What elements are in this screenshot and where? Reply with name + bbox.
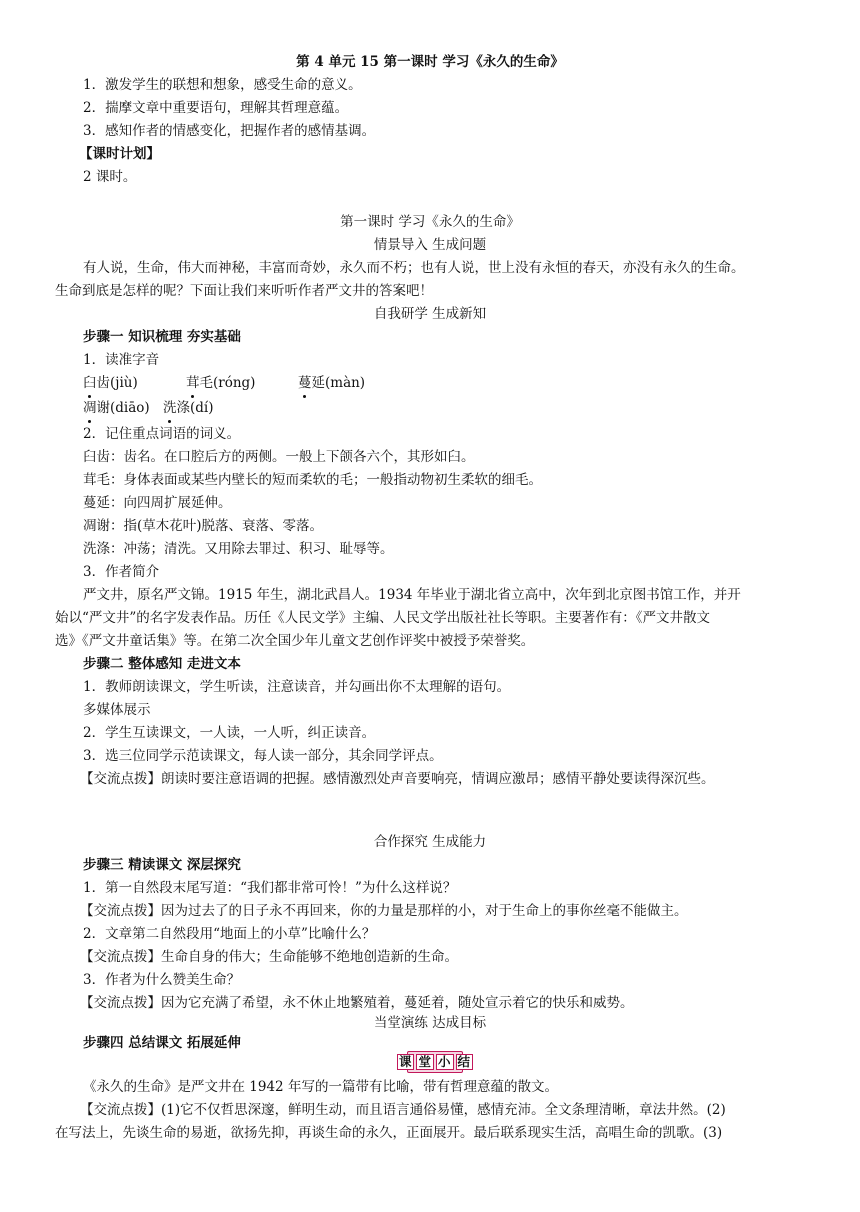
pinyin-word-2 bbox=[186, 373, 255, 393]
intro-heading: 情景导入 生成问题 bbox=[373, 237, 487, 253]
coop-heading: 合作探究 生成能力 bbox=[373, 834, 487, 850]
dotted-char: 凋 bbox=[83, 400, 97, 416]
plan-text: 2 课时。 bbox=[83, 169, 137, 185]
author-line-2: 始以“严文井”的名字发表作品。历任《人民文学》主编、人民文学出版社社长等职。主要著作有：《严文井散文 bbox=[55, 610, 711, 626]
step2-item-4: 3．选三位同学示范读课文，每人读一部分，其余同学评点。 bbox=[83, 748, 443, 764]
pinyin-reading: 延(màn) bbox=[311, 375, 366, 391]
objective-1: 1．激发学生的联想和想象，感受生命的意义。 bbox=[83, 77, 362, 93]
step2-item-2: 多媒体展示 bbox=[83, 702, 151, 718]
pinyin-reading: 毛(róng) bbox=[199, 375, 256, 391]
step3-item-2: 【交流点拨】因为过去了的日子永不再回来，你的力量是那样的小，对于生命上的事你丝毫不能做主。 bbox=[80, 903, 688, 919]
page-title: 第 4 单元 15 第一课时 学习《永久的生命》 bbox=[296, 54, 564, 70]
summary-line-2: 【交流点拨】(1)它不仅哲思深邃，鲜明生动，而且语言通俗易懂，感情充沛。全文条理清晰，章法井然。(2) bbox=[80, 1102, 726, 1118]
practice-heading: 当堂演练 达成目标 bbox=[373, 1015, 487, 1031]
badge-char: 小 bbox=[438, 1054, 452, 1069]
plan-heading: 【课时计划】 bbox=[79, 146, 160, 162]
intro-line-1: 有人说，生命，伟大而神秘，丰富而奇妙，永久而不朽；也有人说，世上没有永恒的春天，亦没有永久的生命。 bbox=[83, 260, 745, 276]
definition-1: 臼齿：齿名。在口腔后方的两侧。一般上下颌各六个，其形如臼。 bbox=[83, 449, 475, 465]
lesson-title: 第一课时 学习《永久的生命》 bbox=[340, 214, 520, 230]
author-line-3: 选》《严文井童话集》等。在第二次全国少年儿童文艺创作评奖中被授予荣誉奖。 bbox=[55, 633, 535, 649]
summary-line-1: 《永久的生命》是严文井在 1942 年写的一篇带有比喻，带有哲理意蕴的散文。 bbox=[83, 1079, 558, 1095]
step3-heading: 步骤三 精读课文 深层探究 bbox=[83, 857, 241, 873]
summary-badge bbox=[398, 1051, 472, 1073]
pinyin-word-3 bbox=[298, 373, 365, 393]
step3-item-4: 【交流点拨】生命自身的伟大；生命能够不绝地创造新的生命。 bbox=[80, 949, 458, 965]
badge-char: 结 bbox=[457, 1054, 472, 1069]
objective-2: 2．揣摩文章中重要语句，理解其哲理意蕴。 bbox=[83, 100, 349, 116]
step1-item3: 3．作者简介 bbox=[83, 564, 160, 580]
objective-3: 3．感知作者的情感变化，把握作者的感情基调。 bbox=[83, 123, 376, 139]
definition-5: 洗涤：冲荡；清洗。又用除去罪过、积习、耻辱等。 bbox=[83, 541, 394, 557]
step3-item-1: 1．第一自然段末尾写道：“我们都非常可怜！”为什么这样说？ bbox=[83, 880, 457, 896]
definition-3: 蔓延：向四周扩展延伸。 bbox=[83, 495, 232, 511]
step1-item1: 1．读准字音 bbox=[83, 352, 160, 368]
pinyin-reading: 涤(dí) bbox=[176, 400, 214, 416]
step4-heading: 步骤四 总结课文 拓展延伸 bbox=[83, 1035, 241, 1051]
pinyin-word-5 bbox=[163, 398, 214, 418]
badge-char: 课 bbox=[398, 1054, 413, 1069]
step3-item-6: 【交流点拨】因为它充满了希望，永不休止地繁殖着，蔓延着，随处宣示着它的快乐和威势。 bbox=[80, 995, 634, 1011]
step3-item-3: 2．文章第二自然段用“地面上的小草”比喻什么？ bbox=[83, 926, 376, 942]
dotted-char: 臼 bbox=[83, 375, 97, 391]
summary-line-3: 在写法上，先谈生命的易逝，欲扬先抑，再谈生命的永久，正面展开。最后联系现实生活，高唱生命的凯歌。(3) bbox=[55, 1125, 723, 1141]
badge-char: 堂 bbox=[418, 1054, 432, 1069]
pinyin-reading: 谢(diāo) bbox=[96, 400, 150, 416]
step1-item2: 2．记住重点词语的词义。 bbox=[83, 426, 241, 442]
step3-item-5: 3．作者为什么赞美生命？ bbox=[83, 972, 241, 988]
step2-item-3: 2．学生互读课文，一人读，一人听，纠正读音。 bbox=[83, 725, 376, 741]
dotted-char: 洗 bbox=[163, 400, 177, 416]
pinyin-reading: 齿(jiù) bbox=[96, 375, 138, 391]
dotted-char: 茸 bbox=[186, 375, 200, 391]
pinyin-word-1 bbox=[83, 373, 138, 393]
definition-4: 凋谢：指(草木花叶)脱落、衰落、零落。 bbox=[83, 518, 324, 534]
step2-item-5: 【交流点拨】朗读时要注意语调的把握。感情激烈处声音要响亮，情调应激昂；感情平静处要读得深沉些。 bbox=[80, 771, 715, 787]
step1-heading: 步骤一 知识梳理 夯实基础 bbox=[83, 329, 241, 345]
pinyin-word-4 bbox=[83, 398, 150, 418]
definition-2: 茸毛：身体表面或某些内壁长的短而柔软的毛；一般指动物初生柔软的细毛。 bbox=[83, 472, 542, 488]
self-study-heading: 自我研学 生成新知 bbox=[373, 306, 487, 322]
dotted-char: 蔓 bbox=[298, 375, 312, 391]
step2-item-1: 1．教师朗读课文，学生听读，注意读音，并勾画出你不太理解的语句。 bbox=[83, 679, 511, 695]
step2-heading: 步骤二 整体感知 走进文本 bbox=[83, 656, 241, 672]
intro-line-2: 生命到底是怎样的呢？下面让我们来听听作者严文井的答案吧！ bbox=[55, 283, 433, 299]
author-line-1: 严文井，原名严文锦。1915 年生，湖北武昌人。1934 年毕业于湖北省立高中，次年到北京图书馆工作，并开 bbox=[83, 587, 741, 603]
